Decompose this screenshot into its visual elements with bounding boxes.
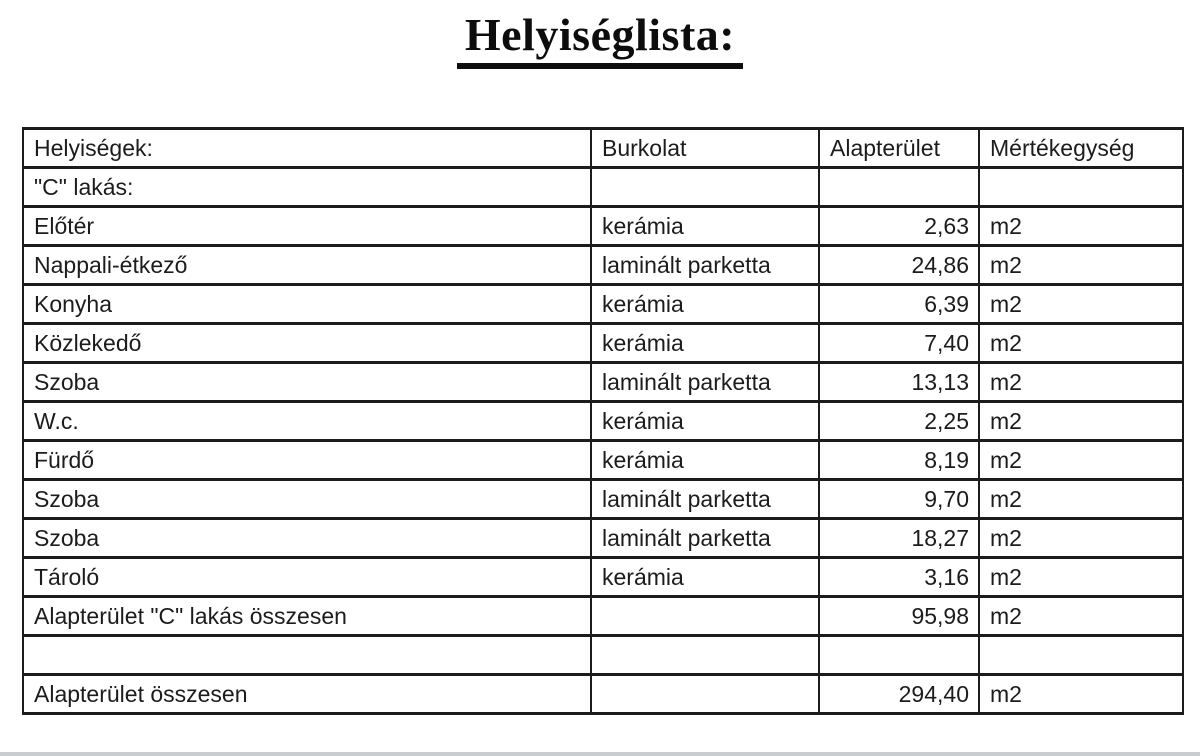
table-row <box>23 519 1183 558</box>
room-name-cell: Fürdő <box>23 441 591 480</box>
subtotal-unit: m2 <box>979 597 1183 636</box>
flooring-cell: kerámia <box>591 207 819 246</box>
unit-cell: m2 <box>979 558 1183 597</box>
flooring-cell: laminált parketta <box>591 363 819 402</box>
flooring-cell: kerámia <box>591 558 819 597</box>
empty-cell <box>23 636 591 675</box>
room-name-cell: W.c. <box>23 402 591 441</box>
flooring-cell <box>591 675 819 714</box>
room-name-cell: Konyha <box>23 285 591 324</box>
spacer-row <box>23 636 1183 675</box>
area-cell: 8,19 <box>819 441 979 480</box>
room-name-cell: Szoba <box>23 480 591 519</box>
flooring-cell: kerámia <box>591 441 819 480</box>
area-cell: 2,25 <box>819 402 979 441</box>
column-header-rooms: Helyiségek: <box>23 129 591 168</box>
subtotal-label: Alapterület "C" lakás összesen <box>23 597 591 636</box>
section-row <box>23 168 1183 207</box>
area-cell: 2,63 <box>819 207 979 246</box>
title-wrap <box>0 10 1200 69</box>
table-row <box>23 402 1183 441</box>
column-header-flooring: Burkolat <box>591 129 819 168</box>
area-cell: 9,70 <box>819 480 979 519</box>
flooring-cell: laminált parketta <box>591 246 819 285</box>
table-row <box>23 558 1183 597</box>
total-label: Alapterület összesen <box>23 675 591 714</box>
unit-cell: m2 <box>979 363 1183 402</box>
empty-cell <box>819 636 979 675</box>
flooring-cell: kerámia <box>591 324 819 363</box>
table-row <box>23 246 1183 285</box>
unit-cell: m2 <box>979 441 1183 480</box>
room-name-cell: Tároló <box>23 558 591 597</box>
section-label: "C" lakás: <box>23 168 591 207</box>
room-name-cell: Szoba <box>23 363 591 402</box>
page-title: Helyiséglista: <box>457 10 743 69</box>
unit-cell: m2 <box>979 519 1183 558</box>
scan-bottom-edge <box>0 752 1200 756</box>
subtotal-row <box>23 597 1183 636</box>
table-row <box>23 441 1183 480</box>
total-row <box>23 675 1183 714</box>
table-row <box>23 324 1183 363</box>
area-cell <box>819 168 979 207</box>
flooring-cell: laminált parketta <box>591 480 819 519</box>
room-name-cell: Előtér <box>23 207 591 246</box>
area-cell: 3,16 <box>819 558 979 597</box>
subtotal-area: 95,98 <box>819 597 979 636</box>
area-cell: 18,27 <box>819 519 979 558</box>
flooring-cell: kerámia <box>591 402 819 441</box>
header-row <box>23 129 1183 168</box>
unit-cell: m2 <box>979 324 1183 363</box>
room-name-cell: Szoba <box>23 519 591 558</box>
area-cell: 13,13 <box>819 363 979 402</box>
flooring-cell: kerámia <box>591 285 819 324</box>
table-row <box>23 363 1183 402</box>
empty-cell <box>591 636 819 675</box>
unit-cell: m2 <box>979 207 1183 246</box>
total-unit: m2 <box>979 675 1183 714</box>
room-list-table <box>22 127 1184 715</box>
area-cell: 6,39 <box>819 285 979 324</box>
unit-cell: m2 <box>979 285 1183 324</box>
flooring-cell <box>591 168 819 207</box>
room-name-cell: Nappali-étkező <box>23 246 591 285</box>
unit-cell: m2 <box>979 246 1183 285</box>
area-cell: 7,40 <box>819 324 979 363</box>
total-area: 294,40 <box>819 675 979 714</box>
unit-cell: m2 <box>979 402 1183 441</box>
unit-cell <box>979 168 1183 207</box>
flooring-cell <box>591 597 819 636</box>
table-row <box>23 480 1183 519</box>
column-header-area: Alapterület <box>819 129 979 168</box>
room-name-cell: Közlekedő <box>23 324 591 363</box>
table-row <box>23 207 1183 246</box>
unit-cell: m2 <box>979 480 1183 519</box>
column-header-unit: Mértékegység <box>979 129 1183 168</box>
area-cell: 24,86 <box>819 246 979 285</box>
empty-cell <box>979 636 1183 675</box>
flooring-cell: laminált parketta <box>591 519 819 558</box>
table-row <box>23 285 1183 324</box>
